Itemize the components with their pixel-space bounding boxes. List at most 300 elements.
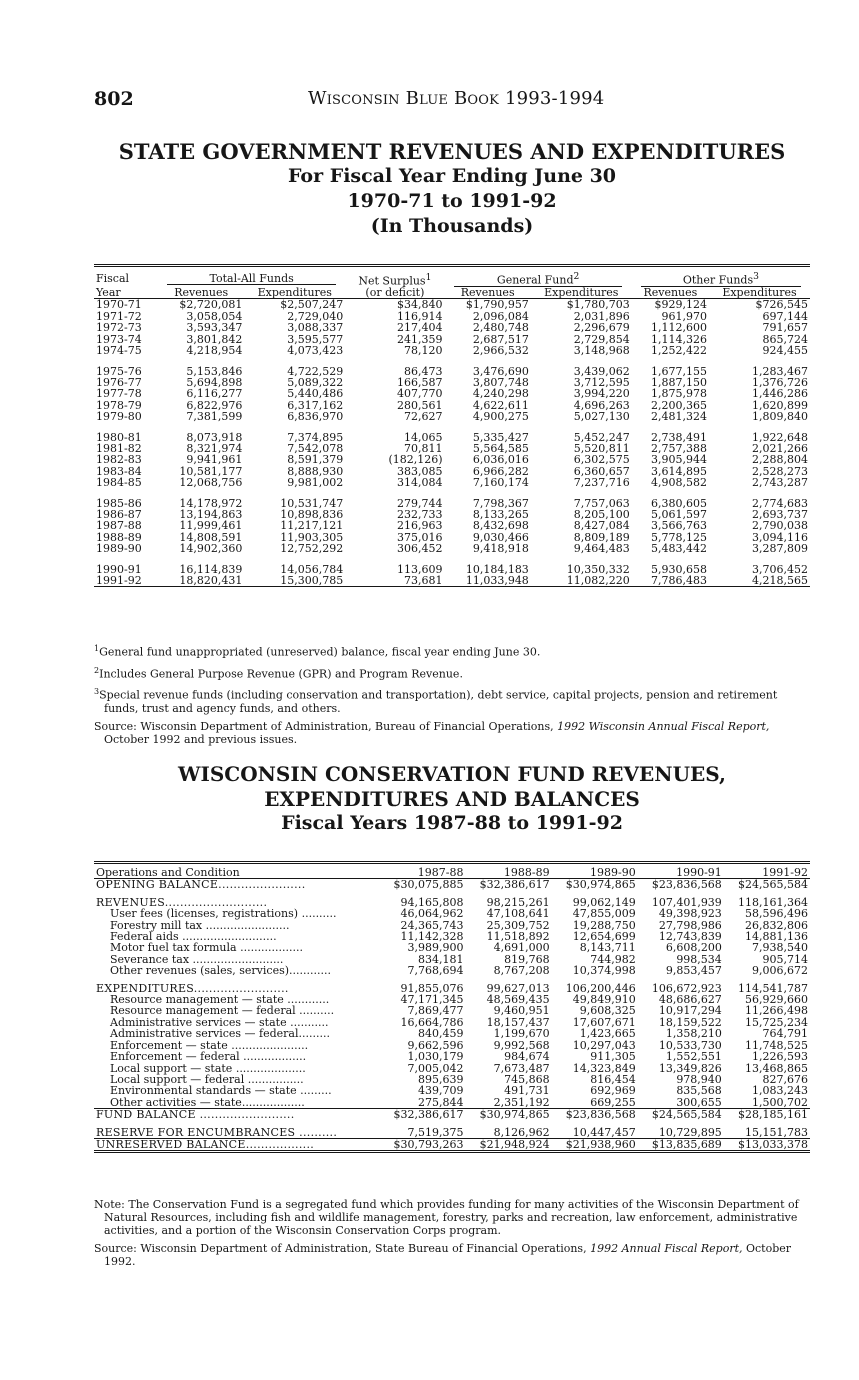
- value-cell: 99,062,149: [572, 895, 636, 909]
- value-cell: 6,317,162: [287, 398, 344, 412]
- group-general-fund: General Fund$^2$: [445, 266, 632, 288]
- value-cell: 13,194,863: [179, 507, 243, 521]
- value-cell: 2,729,040: [287, 309, 344, 323]
- value-cell: 2,288,804: [752, 453, 808, 467]
- value-cell: 2,200,365: [651, 398, 708, 412]
- value-cell: 9,030,466: [472, 530, 529, 544]
- value-cell: $2,720,081: [179, 298, 243, 312]
- col-year-1: 1987-88: [379, 863, 465, 879]
- value-cell: 14,881,136: [745, 930, 808, 944]
- value-cell: 6,302,575: [573, 453, 630, 467]
- value-cell: $21,948,924: [465, 1138, 551, 1151]
- row-label: Motor fuel tax formula ..................: [110, 941, 304, 955]
- value-cell: 3,566,763: [651, 519, 708, 533]
- value-cell: 25,309,752: [486, 918, 550, 932]
- col-total-revenues: Revenues: [158, 287, 244, 299]
- value-cell: 5,153,846: [186, 364, 243, 378]
- value-cell: 10,531,747: [280, 496, 344, 510]
- conservation-table-body: [94, 879, 810, 1152]
- value-cell: 3,476,690: [472, 364, 529, 378]
- value-cell: 99,627,013: [486, 981, 550, 995]
- value-cell: 8,767,208: [493, 964, 550, 978]
- col-total-expenditures: Expenditures: [244, 287, 345, 299]
- value-cell: 835,568: [676, 1084, 722, 1098]
- value-cell: 314,084: [397, 476, 443, 490]
- value-cell: $13,033,378: [724, 1138, 810, 1151]
- value-cell: 7,938,540: [752, 941, 808, 955]
- conservation-title-line1: WISCONSIN CONSERVATION FUND REVENUES,: [178, 762, 726, 786]
- conservation-note: Note: The Conservation Fund is a segregated fund which provides funding for many activities of the Wisconsin Department of Natural Resources, including fish and wildlife management, forestry, parks and recreation, law enforcement, administrative activities, and a portion of the Wisconsin Conservation Corps program.: [94, 1198, 799, 1237]
- value-cell: 1,376,726: [752, 375, 808, 389]
- value-cell: 11,999,461: [179, 519, 243, 533]
- value-cell: 2,757,388: [651, 441, 708, 455]
- col-year: Year: [94, 287, 158, 299]
- value-cell: 18,159,522: [658, 1015, 722, 1029]
- value-cell: 116,914: [397, 309, 443, 323]
- value-cell: 300,655: [676, 1095, 722, 1109]
- value-cell: 11,033,948: [445, 575, 531, 587]
- col-year-2: 1988-89: [465, 863, 551, 879]
- revenue-subtitle: For Fiscal Year Ending June 30: [287, 165, 617, 187]
- value-cell: $23,836,568: [552, 1109, 638, 1121]
- value-cell: 3,989,900: [407, 941, 464, 955]
- value-cell: 3,994,220: [573, 387, 630, 401]
- value-cell: 12,654,699: [572, 930, 636, 944]
- value-cell: 998,534: [676, 952, 722, 966]
- value-cell: 4,722,529: [287, 364, 344, 378]
- value-cell: 15,300,785: [244, 575, 345, 587]
- value-cell: 5,564,585: [472, 441, 529, 455]
- value-cell: 16,664,786: [400, 1015, 464, 1029]
- value-cell: 5,930,658: [651, 562, 708, 576]
- value-cell: 8,591,379: [287, 453, 344, 467]
- value-cell: 13,349,826: [658, 1061, 722, 1075]
- value-cell: $30,974,865: [465, 1109, 551, 1121]
- conservation-table: [94, 861, 810, 1153]
- value-cell: 1,552,551: [665, 1050, 722, 1064]
- row-label: EXPENDITURES.........................: [96, 981, 289, 995]
- value-cell: $21,938,960: [552, 1138, 638, 1151]
- value-cell: 10,184,183: [465, 562, 529, 576]
- value-cell: 1,283,467: [752, 364, 808, 378]
- value-cell: 745,868: [504, 1072, 550, 1086]
- value-cell: 895,639: [417, 1072, 464, 1086]
- conservation-title-line2: EXPENDITURES AND BALANCES: [264, 787, 640, 811]
- value-cell: 27,798,986: [658, 918, 722, 932]
- value-cell: 4,073,423: [287, 344, 344, 358]
- col-operations: Operations and Condition: [94, 863, 379, 879]
- value-cell: 15,151,783: [745, 1125, 808, 1139]
- page-number: 802: [94, 88, 134, 110]
- value-cell: 10,350,332: [566, 562, 630, 576]
- value-cell: 11,142,328: [400, 930, 464, 944]
- row-label: Local support — state ....................: [110, 1061, 306, 1075]
- value-cell: 2,687,517: [472, 332, 529, 346]
- value-cell: 1,446,286: [752, 387, 808, 401]
- value-cell: $2,507,247: [280, 298, 344, 312]
- value-cell: 11,518,892: [486, 930, 550, 944]
- value-cell: 2,966,532: [472, 344, 529, 358]
- value-cell: 834,181: [417, 952, 464, 966]
- fiscal-year-cell: 1978-79: [96, 398, 142, 412]
- row-label: Federal aids ...........................: [110, 930, 277, 944]
- table-row: [94, 411, 810, 422]
- value-cell: 113,609: [397, 562, 443, 576]
- value-cell: 8,888,930: [287, 464, 344, 478]
- value-cell: 279,744: [397, 496, 443, 510]
- value-cell: 692,969: [590, 1084, 636, 1098]
- value-cell: $30,075,885: [393, 878, 464, 892]
- value-cell: 4,908,582: [651, 476, 708, 490]
- value-cell: 744,982: [590, 952, 636, 966]
- value-cell: 3,614,895: [651, 464, 708, 478]
- value-cell: 3,905,944: [651, 453, 708, 467]
- value-cell: 669,255: [590, 1095, 636, 1109]
- row-label: FUND BALANCE .........................: [94, 1109, 379, 1121]
- value-cell: 3,088,337: [287, 321, 344, 335]
- fiscal-year-cell: 1989-90: [96, 542, 142, 556]
- value-cell: 6,380,605: [651, 496, 708, 510]
- value-cell: 5,027,130: [573, 410, 630, 424]
- value-cell: 3,712,595: [573, 375, 630, 389]
- value-cell: 816,454: [590, 1072, 636, 1086]
- value-cell: 924,455: [762, 344, 808, 358]
- conservation-year-range: Fiscal Years 1987-88 to 1991-92: [281, 812, 623, 834]
- value-cell: $13,835,689: [638, 1138, 724, 1151]
- fiscal-year-cell: 1986-87: [96, 507, 142, 521]
- value-cell: 216,963: [397, 519, 443, 533]
- value-cell: 9,662,596: [407, 1038, 464, 1052]
- value-cell: $726,545: [755, 298, 808, 312]
- value-cell: 7,160,174: [472, 476, 529, 490]
- value-cell: 439,709: [417, 1084, 464, 1098]
- value-cell: 2,743,287: [752, 476, 808, 490]
- value-cell: 10,581,177: [179, 464, 243, 478]
- value-cell: 7,786,483: [632, 575, 709, 587]
- row-label: Resource management — federal ..........: [110, 1004, 335, 1018]
- value-cell: 1,199,670: [493, 1027, 550, 1041]
- col-net-surplus: Net Surplus$^1$: [345, 266, 444, 288]
- revenue-item-row: [94, 965, 810, 976]
- value-cell: 4,691,000: [493, 941, 550, 955]
- value-cell: 11,266,498: [745, 1004, 808, 1018]
- value-cell: 49,849,910: [572, 993, 636, 1007]
- group-total-all-funds: Total-All Funds: [158, 266, 345, 288]
- value-cell: $28,185,161: [724, 1109, 810, 1121]
- value-cell: 118,161,364: [738, 895, 808, 909]
- table-row: [94, 388, 810, 399]
- value-cell: 5,694,898: [186, 375, 243, 389]
- value-cell: 2,481,324: [651, 410, 708, 424]
- value-cell: 166,587: [397, 375, 443, 389]
- value-cell: $1,790,957: [465, 298, 529, 312]
- footnote-3: $^3$Special revenue funds (including conservation and transportation), debt service, capital projects, pension and retirement funds, trust and agency funds, and others.: [94, 687, 778, 715]
- revenue-table: [94, 264, 810, 587]
- value-cell: $23,836,568: [651, 878, 722, 892]
- value-cell: 8,321,974: [186, 441, 243, 455]
- value-cell: 8,073,918: [186, 430, 243, 444]
- value-cell: 10,898,836: [280, 507, 344, 521]
- value-cell: 98,215,261: [486, 895, 550, 909]
- fiscal-year-cell: 1970-71: [96, 298, 142, 312]
- expenditure-item-row: [94, 1085, 810, 1096]
- row-label: OPENING BALANCE.......................: [96, 878, 306, 892]
- value-cell: 3,595,577: [287, 332, 344, 346]
- value-cell: 827,676: [762, 1072, 808, 1086]
- table-row: [94, 345, 810, 356]
- value-cell: $30,793,263: [379, 1138, 465, 1151]
- fiscal-year-cell: 1987-88: [96, 519, 142, 533]
- value-cell: 2,021,266: [752, 441, 808, 455]
- row-label: Enforcement — federal ..................: [110, 1050, 307, 1064]
- value-cell: 11,903,305: [280, 530, 344, 544]
- row-label: User fees (licenses, registrations) ..........: [110, 907, 337, 921]
- row-label: Enforcement — state ......................: [110, 1038, 309, 1052]
- value-cell: 3,058,054: [186, 309, 243, 323]
- value-cell: 2,031,896: [573, 309, 630, 323]
- value-cell: 961,970: [661, 309, 708, 323]
- value-cell: 1,252,422: [651, 344, 708, 358]
- row-label: Administrative services — federal.........: [110, 1027, 330, 1041]
- value-cell: 11,082,220: [531, 575, 632, 587]
- value-cell: 4,240,298: [472, 387, 529, 401]
- revenue-year-range: 1970-71 to 1991-92: [347, 190, 557, 212]
- value-cell: 72,627: [404, 410, 443, 424]
- expenditure-item-row: [94, 1028, 810, 1039]
- value-cell: 14,056,784: [280, 562, 344, 576]
- value-cell: 8,133,265: [472, 507, 529, 521]
- value-cell: 14,323,849: [572, 1061, 636, 1075]
- value-cell: 9,464,483: [573, 542, 630, 556]
- revenue-title: STATE GOVERNMENT REVENUES AND EXPENDITURES: [118, 139, 786, 164]
- value-cell: 7,757,063: [573, 496, 630, 510]
- conservation-source: Source: Wisconsin Department of Administration, State Bureau of Financial Operations, 1992 Annual Fiscal Report, October 1992.: [94, 1242, 792, 1268]
- value-cell: 56,929,660: [745, 993, 808, 1007]
- expenditure-item-row: [94, 1097, 810, 1109]
- value-cell: 2,790,038: [752, 519, 808, 533]
- value-cell: 7,798,367: [472, 496, 529, 510]
- value-cell: 9,006,672: [752, 964, 808, 978]
- value-cell: 1,112,600: [651, 321, 708, 335]
- value-cell: 7,374,895: [287, 430, 344, 444]
- col-year-5: 1991-92: [724, 863, 810, 879]
- row-label: REVENUES...........................: [96, 895, 268, 909]
- value-cell: 7,542,078: [287, 441, 344, 455]
- value-cell: 73,681: [345, 575, 444, 587]
- value-cell: 12,743,839: [658, 930, 722, 944]
- value-cell: 2,738,491: [651, 430, 708, 444]
- value-cell: 1,875,978: [651, 387, 708, 401]
- value-cell: 17,607,671: [572, 1015, 636, 1029]
- expenditure-item-row: [94, 1051, 810, 1062]
- col-fiscal: Fiscal: [94, 266, 158, 288]
- value-cell: 47,855,009: [572, 907, 636, 921]
- value-cell: 1,423,665: [579, 1027, 636, 1041]
- running-header: Wisconsin Blue Book 1993-1994: [308, 88, 605, 109]
- value-cell: 5,335,427: [472, 430, 529, 444]
- fiscal-year-cell: 1977-78: [96, 387, 142, 401]
- value-cell: 114,541,787: [738, 981, 808, 995]
- value-cell: 1,030,179: [407, 1050, 464, 1064]
- value-cell: 6,836,970: [287, 410, 344, 424]
- value-cell: 14,178,972: [179, 496, 243, 510]
- value-cell: 978,940: [676, 1072, 722, 1086]
- value-cell: 491,731: [504, 1084, 550, 1098]
- value-cell: 5,440,486: [287, 387, 344, 401]
- value-cell: 3,287,809: [752, 542, 808, 556]
- value-cell: 8,143,711: [579, 941, 636, 955]
- value-cell: 24,365,743: [400, 918, 464, 932]
- value-cell: 107,401,939: [651, 895, 722, 909]
- value-cell: 2,351,192: [493, 1095, 550, 1109]
- value-cell: 10,729,895: [658, 1125, 722, 1139]
- col-general-revenues: Revenues: [445, 287, 531, 299]
- value-cell: 9,981,002: [287, 476, 344, 490]
- col-other-revenues: Revenues: [632, 287, 709, 299]
- value-cell: 375,016: [397, 530, 443, 544]
- fiscal-year-cell: 1983-84: [96, 464, 142, 478]
- value-cell: 10,297,043: [572, 1038, 636, 1052]
- value-cell: 4,218,954: [186, 344, 243, 358]
- value-cell: 905,714: [762, 952, 808, 966]
- value-cell: 14,065: [404, 430, 443, 444]
- col-other-expenditures: Expenditures: [709, 287, 810, 299]
- value-cell: 9,460,951: [493, 1004, 550, 1018]
- fiscal-year-cell: 1982-83: [96, 453, 142, 467]
- revenue-units: (In Thousands): [370, 215, 534, 237]
- fiscal-year-cell: 1973-74: [96, 332, 142, 346]
- value-cell: 7,005,042: [407, 1061, 464, 1075]
- value-cell: 47,171,345: [400, 993, 464, 1007]
- row-label: Other activities — state..................: [110, 1095, 305, 1109]
- col-year-3: 1989-90: [552, 863, 638, 879]
- value-cell: 2,296,679: [573, 321, 630, 335]
- fiscal-year-cell: 1985-86: [96, 496, 142, 510]
- value-cell: 12,752,292: [280, 542, 344, 556]
- value-cell: 1,809,840: [752, 410, 808, 424]
- value-cell: $1,780,703: [566, 298, 630, 312]
- conservation-notes: [94, 1198, 810, 1273]
- value-cell: 12,068,756: [179, 476, 243, 490]
- value-cell: $32,386,617: [479, 878, 550, 892]
- revenue-title-block: [94, 139, 810, 239]
- table-row: [94, 322, 810, 333]
- value-cell: 5,089,322: [287, 375, 344, 389]
- value-cell: 9,992,568: [493, 1038, 550, 1052]
- value-cell: 1,620,899: [752, 398, 808, 412]
- fiscal-year-cell: 1988-89: [96, 530, 142, 544]
- fiscal-year-cell: 1990-91: [96, 562, 142, 576]
- value-cell: $929,124: [654, 298, 708, 312]
- value-cell: $24,565,584: [638, 1109, 724, 1121]
- value-cell: 280,561: [397, 398, 443, 412]
- value-cell: 1,083,243: [752, 1084, 808, 1098]
- value-cell: 10,374,998: [572, 964, 636, 978]
- footnote-1: $^1$General fund unappropriated (unreserved) balance, fiscal year ending June 30.: [94, 644, 541, 659]
- value-cell: 5,061,597: [651, 507, 708, 521]
- value-cell: 3,148,968: [573, 344, 630, 358]
- value-cell: 383,085: [397, 464, 443, 478]
- value-cell: 15,725,234: [745, 1015, 808, 1029]
- group-other-funds: Other Funds$^3$: [632, 266, 810, 288]
- revenue-item-row: [94, 908, 810, 919]
- col-year-4: 1990-91: [638, 863, 724, 879]
- fiscal-year-cell: 1975-76: [96, 364, 142, 378]
- value-cell: 241,359: [397, 332, 443, 346]
- value-cell: 6,966,282: [472, 464, 529, 478]
- value-cell: 697,144: [762, 309, 808, 323]
- row-label: Environmental standards — state .........: [110, 1084, 332, 1098]
- fund-balance-row: [94, 1109, 810, 1121]
- value-cell: 1,887,150: [651, 375, 708, 389]
- value-cell: 26,832,806: [745, 918, 808, 932]
- value-cell: 7,237,716: [573, 476, 630, 490]
- value-cell: 1,922,648: [752, 430, 808, 444]
- value-cell: 2,774,683: [752, 496, 808, 510]
- value-cell: 275,844: [417, 1095, 464, 1109]
- conservation-title-block: [94, 762, 810, 834]
- fiscal-year-cell: 1979-80: [96, 410, 142, 424]
- value-cell: 4,622,611: [472, 398, 529, 412]
- table-row: [94, 575, 810, 587]
- value-cell: 2,528,273: [752, 464, 808, 478]
- value-cell: 3,801,842: [186, 332, 243, 346]
- value-cell: 7,381,599: [186, 410, 243, 424]
- value-cell: 3,439,062: [573, 364, 630, 378]
- value-cell: 58,596,496: [745, 907, 808, 921]
- value-cell: 407,770: [397, 387, 443, 401]
- value-cell: $24,565,584: [738, 878, 808, 892]
- value-cell: 3,593,347: [186, 321, 243, 335]
- value-cell: 5,520,811: [573, 441, 630, 455]
- value-cell: $32,386,617: [379, 1109, 465, 1121]
- opening-balance-row: [94, 879, 810, 891]
- value-cell: 48,569,435: [486, 993, 550, 1007]
- col-net-deficit: (or deficit): [345, 287, 444, 299]
- value-cell: 7,673,487: [493, 1061, 550, 1075]
- value-cell: 6,116,277: [186, 387, 243, 401]
- value-cell: 11,217,121: [280, 519, 344, 533]
- value-cell: 2,693,737: [752, 507, 808, 521]
- row-label: RESERVE FOR ENCUMBRANCES ..........: [96, 1125, 338, 1139]
- value-cell: 94,165,808: [400, 895, 464, 909]
- table-row: [94, 543, 810, 554]
- value-cell: 10,917,294: [658, 1004, 722, 1018]
- value-cell: 5,483,442: [651, 542, 708, 556]
- value-cell: 3,807,748: [472, 375, 529, 389]
- value-cell: 10,533,730: [658, 1038, 722, 1052]
- revenue-footnotes: [94, 642, 810, 751]
- value-cell: 4,900,275: [472, 410, 529, 424]
- value-cell: 8,809,189: [573, 530, 630, 544]
- value-cell: 1,114,326: [651, 332, 708, 346]
- fiscal-year-cell: 1972-73: [96, 321, 142, 335]
- value-cell: 1,226,593: [752, 1050, 808, 1064]
- value-cell: 5,778,125: [651, 530, 708, 544]
- value-cell: 1,358,210: [665, 1027, 722, 1041]
- value-cell: (182,126): [388, 453, 443, 467]
- value-cell: 911,305: [590, 1050, 636, 1064]
- value-cell: 865,724: [762, 332, 808, 346]
- unreserved-balance-row: [94, 1138, 810, 1151]
- value-cell: 78,120: [404, 344, 443, 358]
- value-cell: 19,288,750: [572, 918, 636, 932]
- value-cell: 13,468,865: [745, 1061, 808, 1075]
- value-cell: 840,459: [417, 1027, 464, 1041]
- value-cell: 984,674: [504, 1050, 550, 1064]
- value-cell: 7,768,694: [407, 964, 464, 978]
- value-cell: 6,822,976: [186, 398, 243, 412]
